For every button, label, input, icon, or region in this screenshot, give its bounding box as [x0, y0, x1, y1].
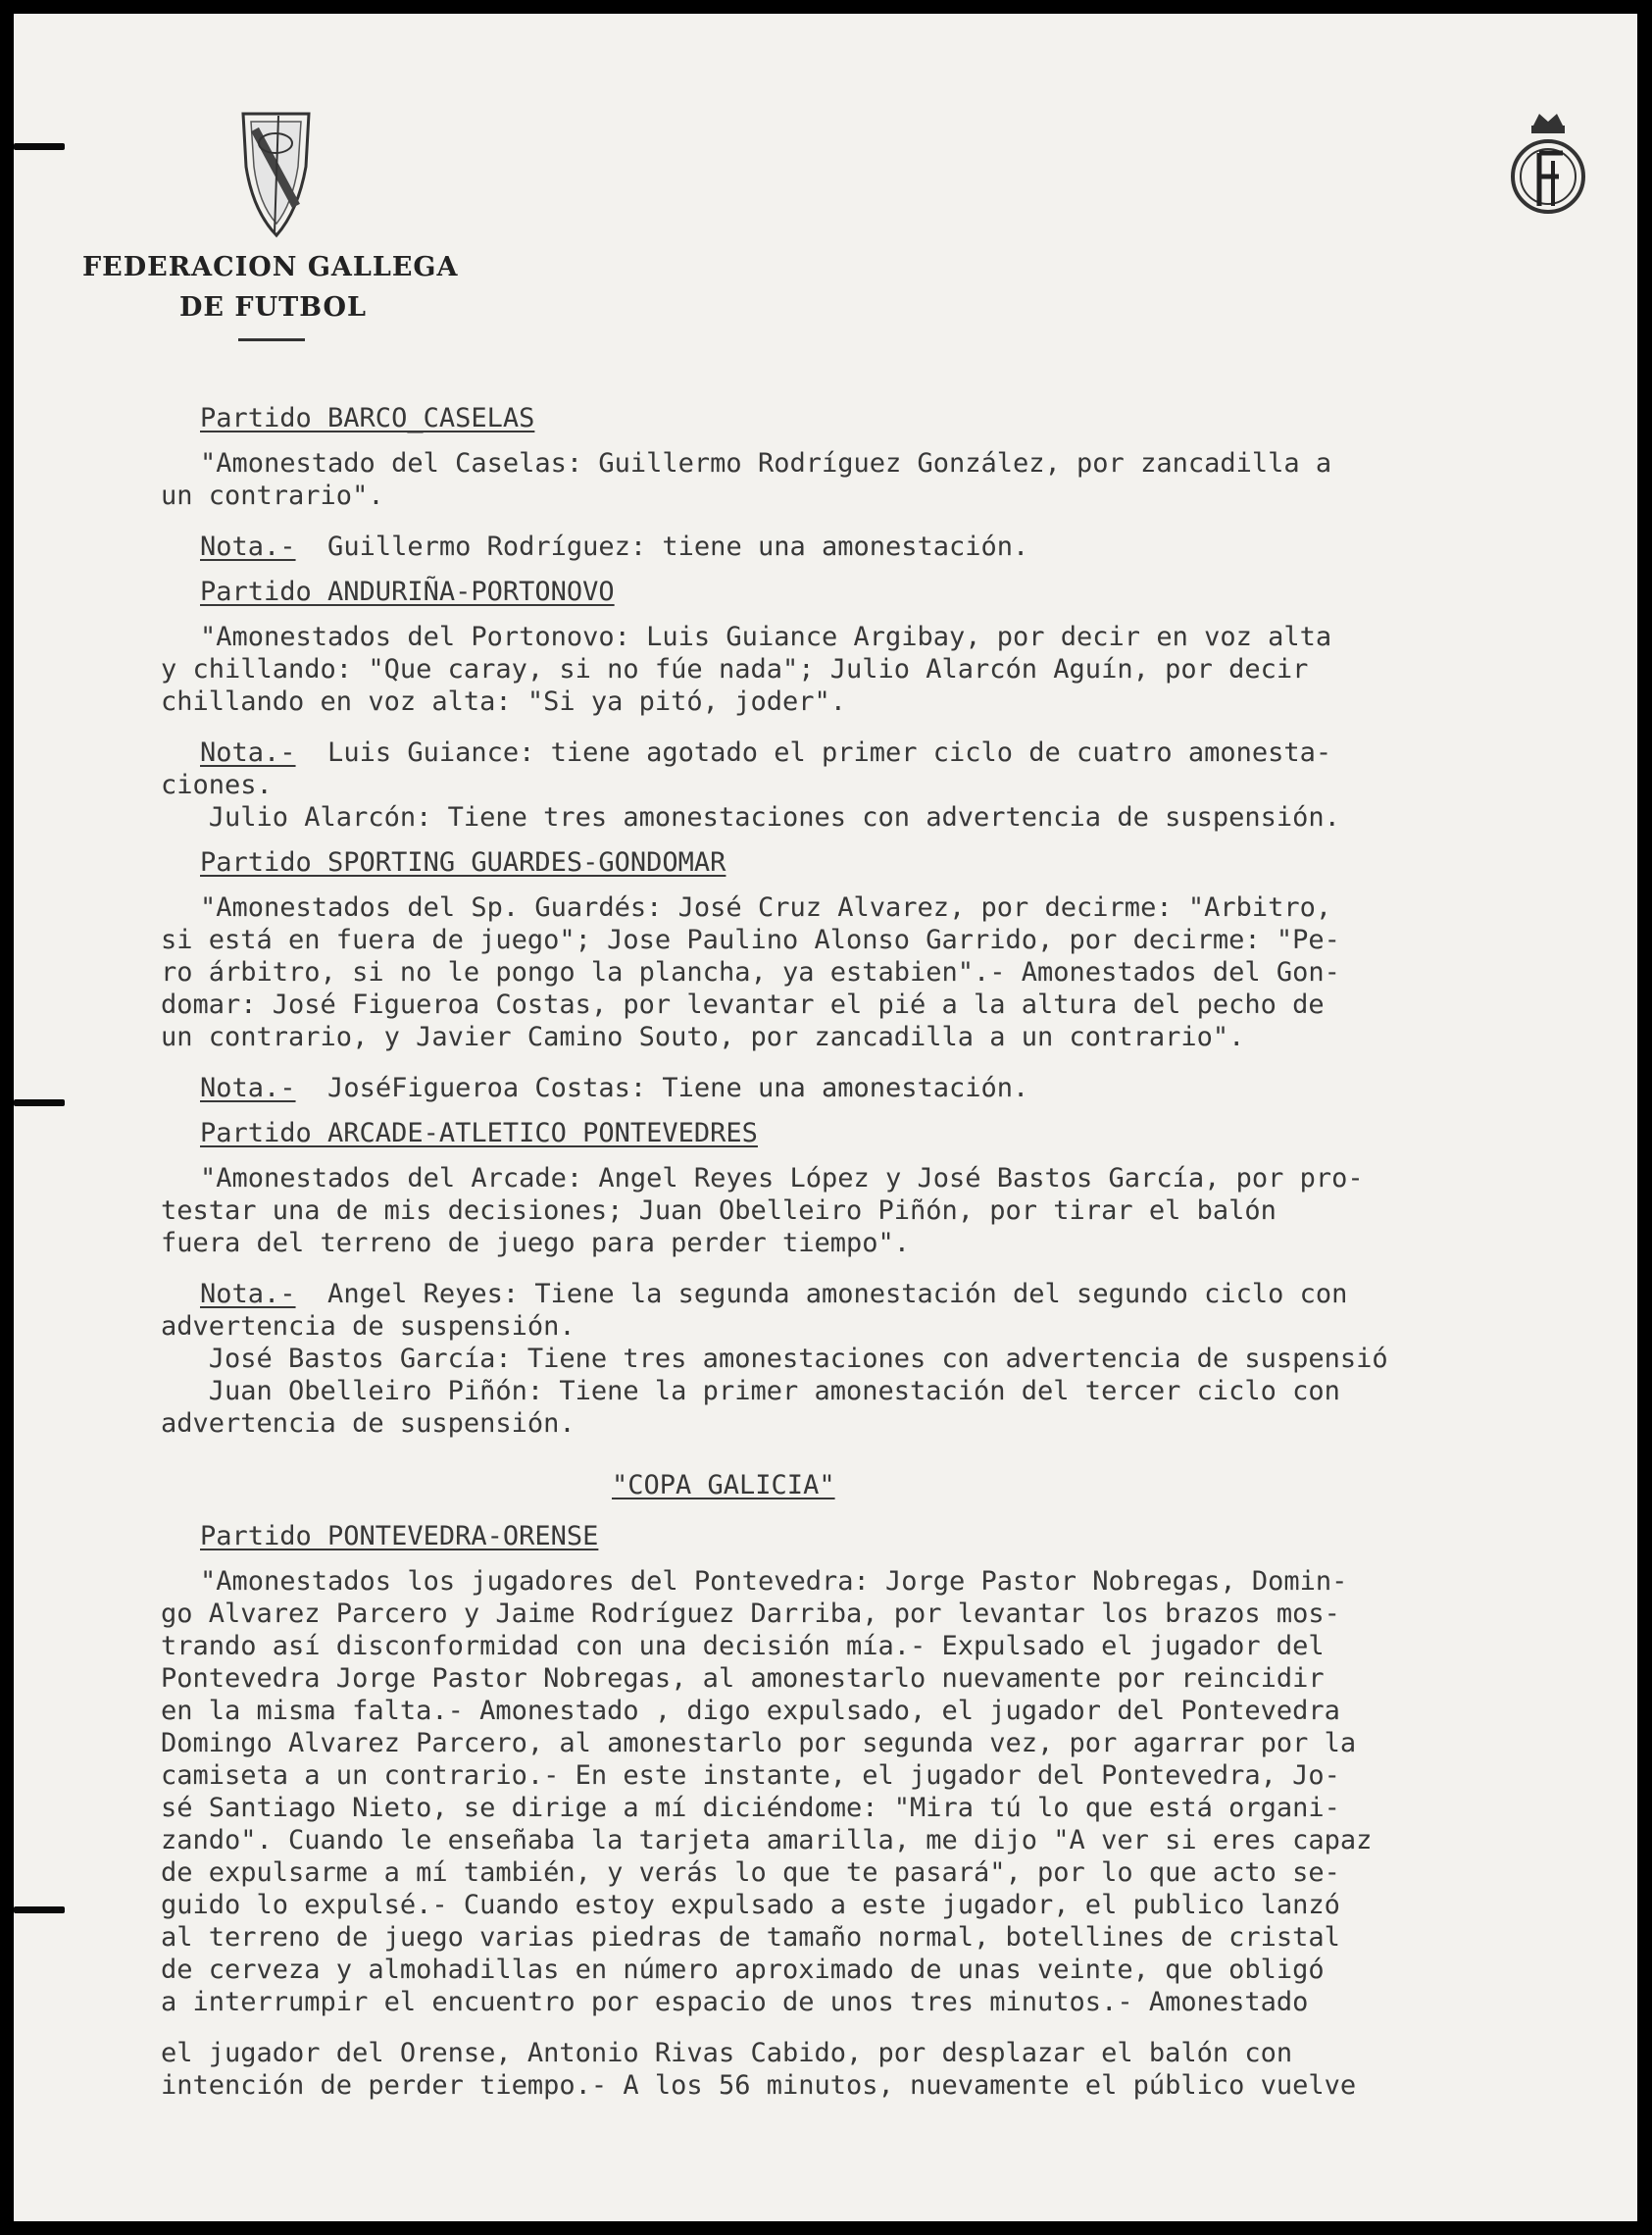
note-line: Nota.- Guillermo Rodríguez: tiene una amonestación. [200, 532, 1029, 562]
note-line: advertencia de suspensión. [161, 1408, 576, 1439]
text-line: si está en fuera de juego"; Jose Paulino Alonso Garrido, por decirme: "Pe- [161, 925, 1340, 955]
federation-shield-logo [239, 108, 313, 239]
binder-mark [14, 143, 65, 150]
section-heading: Partido BARCO_CASELAS [200, 403, 535, 433]
text-line: Pontevedra Jorge Pastor Nobregas, al amonestarlo nuevamente por reincidir [161, 1663, 1325, 1694]
text-line: testar una de mis decisiones; Juan Obelleiro Piñón, por tirar el balón [161, 1195, 1277, 1226]
text-line: y chillando: "Que caray, si no fúe nada"; Julio Alarcón Aguín, por decir [161, 654, 1309, 685]
letterhead-line-1: FEDERACION GALLEGA [82, 252, 459, 282]
text-line: chillando en voz alta: "Si ya pitó, joder". [161, 686, 846, 717]
text-line: al terreno de juego varias piedras de tamaño normal, botellines de cristal [161, 1922, 1340, 1953]
text-line: un contrario, y Javier Camino Souto, por zancadilla a un contrario". [161, 1022, 1245, 1052]
letterhead-rule [238, 338, 305, 341]
copa-title: "COPA GALICIA" [612, 1470, 835, 1500]
text-line: "Amonestados del Arcade: Angel Reyes López y José Bastos García, por pro- [200, 1163, 1364, 1194]
text-line: guido lo expulsé.- Cuando estoy expulsado a este jugador, el publico lanzó [161, 1890, 1340, 1920]
section-heading: Partido PONTEVEDRA-ORENSE [200, 1521, 599, 1551]
text-line: sé Santiago Nieto, se dirige a mí diciéndome: "Mira tú lo que está organi- [161, 1793, 1340, 1823]
text-line: fuera del terreno de juego para perder tiempo". [161, 1228, 911, 1258]
text-line: un contrario". [161, 481, 384, 511]
text-line: ro árbitro, si no le pongo la plancha, ya estabien".- Amonestados del Gon- [161, 957, 1340, 988]
note-line: Nota.- Angel Reyes: Tiene la segunda amonestación del segundo ciclo con [200, 1279, 1348, 1309]
binder-mark [14, 1099, 65, 1106]
text-line: "Amonestados los jugadores del Pontevedra: Jorge Pastor Nobregas, Domin- [200, 1566, 1348, 1597]
text-line: "Amonestados del Portonovo: Luis Guiance Argibay, por decir en voz alta [200, 622, 1332, 652]
text-line: Domingo Alvarez Parcero, al amonestarlo por segunda vez, por agarrar por la [161, 1728, 1357, 1758]
text-line: el jugador del Orense, Antonio Rivas Cabido, por desplazar el balón con [161, 2038, 1293, 2068]
text-line: "Amonestados del Sp. Guardés: José Cruz Alvarez, por decirme: "Arbitro, [200, 892, 1332, 923]
text-line: de expulsarme a mí también, y verás lo que te pasará", por lo que acto se- [161, 1857, 1340, 1888]
section-heading: Partido ANDURIÑA-PORTONOVO [200, 577, 615, 607]
text-line: go Alvarez Parcero y Jaime Rodríguez Darriba, por levantar los brazos mos- [161, 1599, 1340, 1629]
letterhead-line-2: DE FUTBOL [179, 292, 368, 323]
text-line: domar: José Figueroa Costas, por levantar el pié a la altura del pecho de [161, 990, 1325, 1020]
text-line: intención de perder tiempo.- A los 56 minutos, nuevamente el público vuelve [161, 2070, 1357, 2101]
section-heading: Partido SPORTING GUARDES-GONDOMAR [200, 847, 726, 878]
note-line: Julio Alarcón: Tiene tres amonestaciones con advertencia de suspensión. [161, 802, 1340, 833]
text-line: a interrumpir el encuentro por espacio de unos tres minutos.- Amonestado [161, 1987, 1309, 2017]
text-line: camiseta a un contrario.- En este instante, el jugador del Pontevedra, Jo- [161, 1760, 1340, 1791]
text-line: trando así disconformidad con una decisión mía.- Expulsado el jugador del [161, 1631, 1325, 1661]
section-heading: Partido ARCADE-ATLETICO PONTEVEDRES [200, 1118, 758, 1148]
note-line: ciones. [161, 770, 273, 800]
text-line: "Amonestado del Caselas: Guillermo Rodríguez González, por zancadilla a [200, 448, 1332, 479]
binder-mark [14, 1906, 65, 1913]
note-line: advertencia de suspensión. [161, 1311, 576, 1342]
note-line: Nota.- JoséFigueroa Costas: Tiene una amonestación. [200, 1073, 1029, 1103]
royal-crest-logo [1506, 108, 1590, 222]
text-line: de cerveza y almohadillas en número aproximado de unas veinte, que obligó [161, 1955, 1325, 1985]
note-line: Nota.- Luis Guiance: tiene agotado el primer ciclo de cuatro amonesta- [200, 737, 1332, 768]
note-line: José Bastos García: Tiene tres amonestaciones con advertencia de suspensió [161, 1344, 1388, 1374]
note-line: Juan Obelleiro Piñón: Tiene la primer amonestación del tercer ciclo con [161, 1376, 1340, 1406]
text-line: zando". Cuando le enseñaba la tarjeta amarilla, me dijo "A ver si eres capaz [161, 1825, 1373, 1855]
document-body [161, 402, 1641, 2102]
text-line: en la misma falta.- Amonestado , digo expulsado, el jugador del Pontevedra [161, 1696, 1340, 1726]
